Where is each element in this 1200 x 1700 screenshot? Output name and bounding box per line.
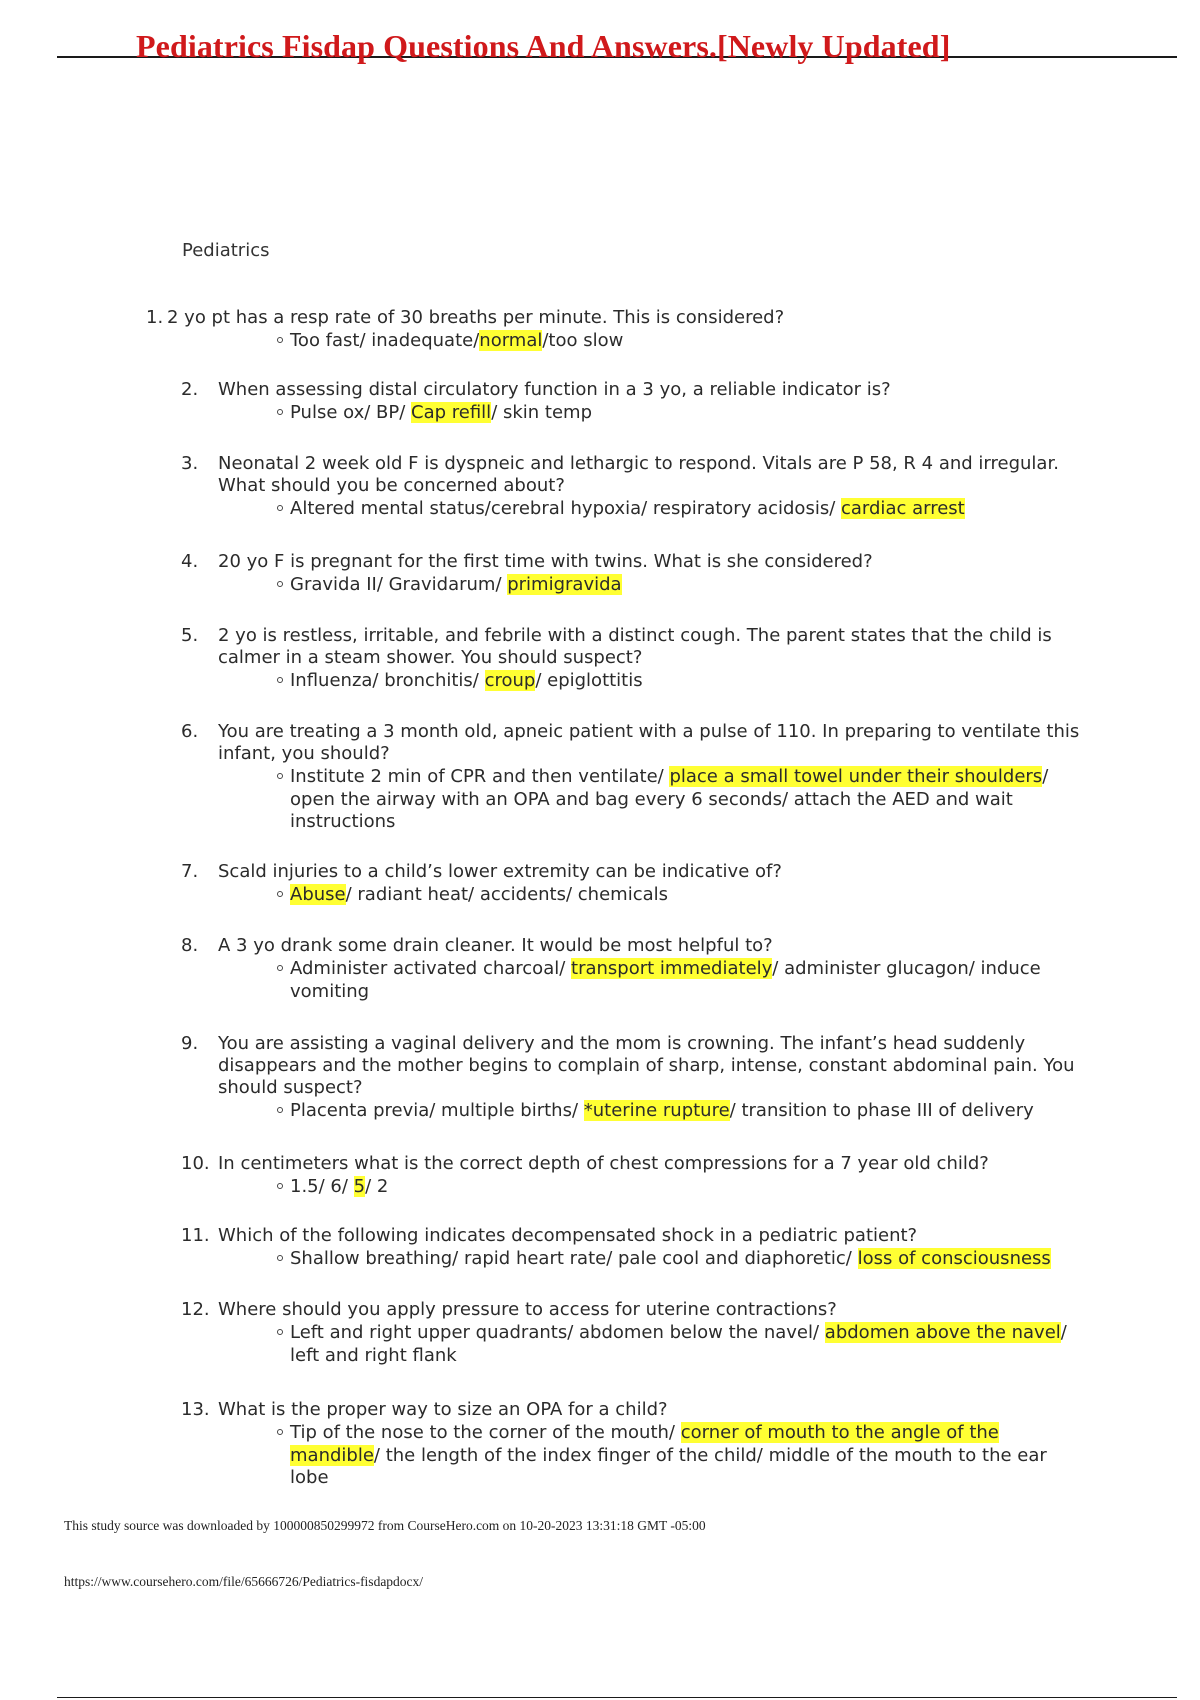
document-title: Pediatrics Fisdap Questions And Answers.[Newly Updated] [136, 28, 951, 64]
highlighted-answer: *uterine rupture [583, 1100, 730, 1121]
question-number: 1. [146, 307, 164, 328]
answer-text: / skin temp [491, 402, 592, 423]
answer-text: /too slow [542, 330, 624, 351]
answer-text: Left and right upper quadrants/ abdomen below the navel/ [290, 1322, 825, 1343]
question-number: 9. [181, 1033, 199, 1054]
highlighted-answer: abdomen above the navel [824, 1322, 1061, 1343]
answer-options [290, 498, 1090, 521]
question-item [0, 551, 1200, 597]
question-stem [0, 1399, 1200, 1421]
question-stem [0, 379, 1200, 401]
answer-options [290, 1322, 1090, 1367]
question-number: 2. [181, 379, 199, 400]
circle-bullet-icon [277, 965, 283, 971]
answer-text: Gravida II/ Gravidarum/ [290, 574, 508, 595]
question-stem [0, 453, 1200, 497]
circle-bullet-icon [277, 505, 283, 511]
source-url[interactable]: https://www.coursehero.com/file/65666726/Pediatrics-fisdapdocx/ [64, 1574, 424, 1589]
highlighted-answer: transport immediately [571, 958, 773, 979]
highlighted-answer: loss of consciousness [857, 1248, 1051, 1269]
question-item [0, 1399, 1200, 1490]
question-stem [0, 861, 1200, 883]
question-item [0, 1153, 1200, 1199]
answer-options [290, 670, 1090, 693]
question-text: Where should you apply pressure to access for uterine contractions? [218, 1299, 837, 1320]
circle-bullet-icon [277, 337, 283, 343]
answer-text: / left and right flank [290, 1322, 1067, 1366]
circle-bullet-icon [277, 1183, 283, 1189]
highlighted-answer: croup [484, 670, 536, 691]
highlighted-answer: place a small towel under their shoulders [669, 766, 1043, 787]
question-item [0, 935, 1200, 1003]
answer-text: / 2 [365, 1176, 389, 1197]
download-notice: This study source was downloaded by 100000850299972 from CourseHero.com on 10-20-2023 13:31:18 GMT -05:00 [64, 1518, 706, 1533]
answer-text: / open the airway with an OPA and bag every 6 seconds/ attach the AED and wait instructions [290, 766, 1049, 832]
question-text: You are assisting a vaginal delivery and the mom is crowning. The infant’s head suddenly disappears and the mother begins to complain of sharp, intense, constant abdominal pain. You should suspect? [218, 1033, 1075, 1098]
question-number: 10. [181, 1153, 210, 1174]
question-item [0, 453, 1200, 521]
question-number: 4. [181, 551, 199, 572]
circle-bullet-icon [277, 1329, 283, 1335]
question-text: A 3 yo drank some drain cleaner. It would be most helpful to? [218, 935, 773, 956]
answer-text: Influenza/ bronchitis/ [290, 670, 485, 691]
circle-bullet-icon [277, 1107, 283, 1113]
question-stem [0, 1033, 1200, 1099]
highlighted-answer: Abuse [290, 884, 346, 905]
question-stem [0, 1153, 1200, 1175]
answer-text: Too fast/ inadequate/ [290, 330, 480, 351]
question-text: What is the proper way to size an OPA for a child? [218, 1399, 668, 1420]
answer-options [290, 574, 1090, 597]
highlighted-answer: corner of mouth to the angle of the mandible [290, 1422, 999, 1466]
question-item [0, 721, 1200, 834]
question-text: When assessing distal circulatory function in a 3 yo, a reliable indicator is? [218, 379, 891, 400]
answer-text: Administer activated charcoal/ [290, 958, 572, 979]
question-text: In centimeters what is the correct depth of chest compressions for a 7 year old child? [218, 1153, 989, 1174]
answer-text: Shallow breathing/ rapid heart rate/ pale cool and diaphoretic/ [290, 1248, 858, 1269]
answer-options [290, 884, 1090, 907]
question-stem [0, 625, 1200, 669]
answer-options [290, 1176, 1090, 1199]
question-number: 3. [181, 453, 199, 474]
question-item [0, 861, 1200, 907]
answer-text: / the length of the index finger of the child/ middle of the mouth to the ear lobe [290, 1444, 1047, 1488]
answer-text: / administer glucagon/ induce vomiting [290, 958, 1041, 1002]
answer-text: Pulse ox/ BP/ [290, 402, 412, 423]
circle-bullet-icon [277, 581, 283, 587]
question-stem [0, 307, 1200, 329]
question-number: 13. [181, 1399, 210, 1420]
question-text: Which of the following indicates decompensated shock in a pediatric patient? [218, 1225, 918, 1246]
answer-options [290, 402, 1090, 425]
answer-text: / radiant heat/ accidents/ chemicals [345, 884, 669, 905]
circle-bullet-icon [277, 1429, 283, 1435]
answer-options [290, 766, 1090, 834]
highlighted-answer: normal [479, 330, 543, 351]
question-stem [0, 1225, 1200, 1247]
answer-text: Institute 2 min of CPR and then ventilate/ [290, 766, 670, 787]
answer-options [290, 330, 1090, 353]
answer-text: Tip of the nose to the corner of the mouth/ [290, 1422, 681, 1443]
question-text: 2 yo pt has a resp rate of 30 breaths per minute. This is considered? [167, 307, 785, 328]
question-number: 8. [181, 935, 199, 956]
circle-bullet-icon [277, 773, 283, 779]
question-number: 5. [181, 625, 199, 646]
question-text: Scald injuries to a child’s lower extremity can be indicative of? [218, 861, 782, 882]
question-stem [0, 551, 1200, 573]
question-stem [0, 1299, 1200, 1321]
circle-bullet-icon [277, 677, 283, 683]
question-text: 20 yo F is pregnant for the first time with twins. What is she considered? [218, 551, 873, 572]
circle-bullet-icon [277, 891, 283, 897]
highlighted-answer: primigravida [507, 574, 622, 595]
question-number: 11. [181, 1225, 210, 1246]
question-item [0, 1033, 1200, 1123]
question-stem [0, 721, 1200, 765]
question-number: 7. [181, 861, 199, 882]
footer-rule [57, 1697, 1177, 1698]
highlighted-answer: 5 [353, 1176, 366, 1197]
answer-options [290, 1422, 1090, 1490]
circle-bullet-icon [277, 1255, 283, 1261]
answer-text: / epiglottitis [535, 670, 643, 691]
answer-options [290, 1248, 1090, 1271]
question-item [0, 379, 1200, 425]
answer-options [290, 1100, 1090, 1123]
section-heading: Pediatrics [182, 240, 270, 261]
highlighted-answer: cardiac arrest [841, 498, 965, 519]
question-number: 6. [181, 721, 199, 742]
answer-text: Placenta previa/ multiple births/ [290, 1100, 584, 1121]
question-text: You are treating a 3 month old, apneic patient with a pulse of 110. In preparing to ventilate this infant, you should? [218, 721, 1080, 764]
question-item [0, 1225, 1200, 1271]
answer-options [290, 958, 1090, 1003]
question-stem [0, 935, 1200, 957]
answer-text: 1.5/ 6/ [290, 1176, 354, 1197]
question-text: Neonatal 2 week old F is dyspneic and lethargic to respond. Vitals are P 58, R 4 and irregular. What should you be concerned about? [218, 453, 1059, 496]
question-number: 12. [181, 1299, 210, 1320]
question-item [0, 1299, 1200, 1367]
question-item [0, 625, 1200, 693]
answer-text: Altered mental status/cerebral hypoxia/ respiratory acidosis/ [290, 498, 841, 519]
highlighted-answer: Cap refill [411, 402, 492, 423]
circle-bullet-icon [277, 409, 283, 415]
question-text: 2 yo is restless, irritable, and febrile with a distinct cough. The parent states that the child is calmer in a steam shower. You should suspect? [218, 625, 1052, 668]
answer-text: / transition to phase III of delivery [729, 1100, 1034, 1121]
question-item [0, 307, 1200, 353]
